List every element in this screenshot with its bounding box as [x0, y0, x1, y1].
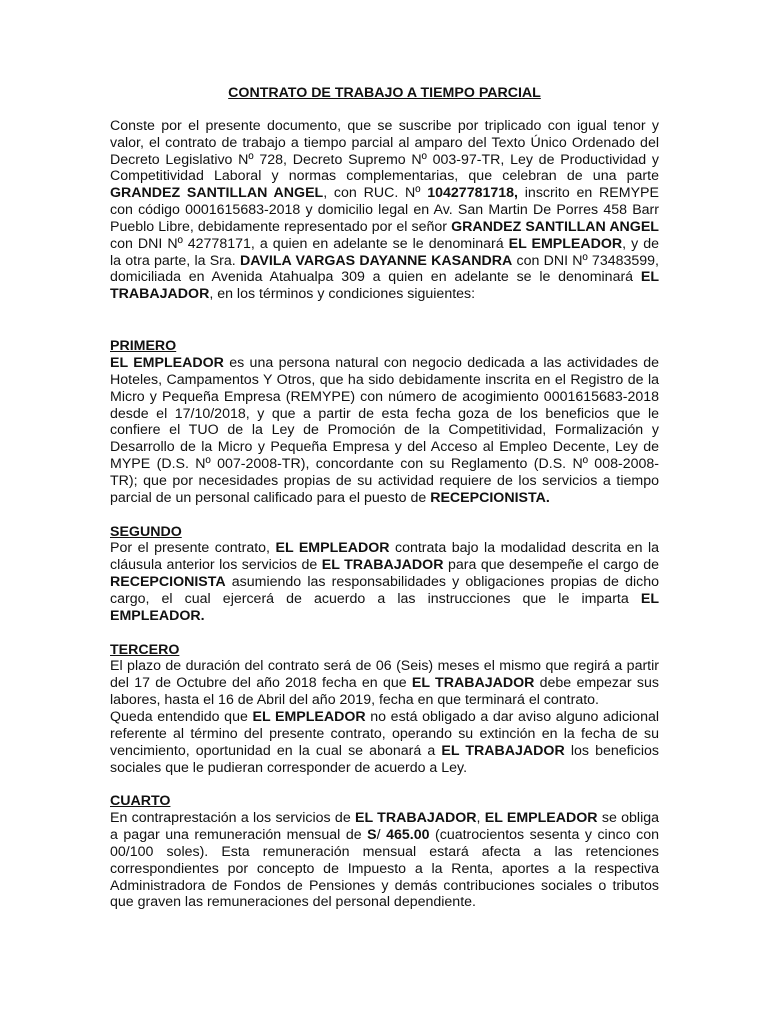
bold-text-run: RECEPCIONISTA: [110, 574, 226, 591]
text-run: con DNI Nº 73483599, domiciliada en Avenida Atahualpa 309 a quien en adelante se le denominará: [110, 252, 659, 286]
document-page: [110, 85, 659, 911]
bold-text-run: EL TRABAJADOR: [411, 675, 535, 692]
text-run: contrata bajo la modalidad descrita en la cláusula anterior los servicios de: [110, 540, 659, 574]
clause-paragraph: [110, 709, 659, 776]
bold-text-run: EL EMPLEADOR: [484, 810, 598, 827]
bold-text-run: EL EMPLEADOR: [252, 709, 366, 725]
clause-paragraph: [110, 658, 659, 709]
clause-paragraph: [110, 355, 659, 507]
clause-heading-segundo: SEGUNDO: [110, 523, 182, 540]
text-run: ,: [476, 810, 485, 827]
bold-text-run: EL TRABAJADOR: [441, 742, 565, 759]
text-run: Por el presente contrato,: [110, 540, 276, 557]
bold-text-run: S: [367, 827, 377, 844]
text-run: no está obligado a dar aviso alguno adicional referente al término del presente contrato, operando su extinción en la fecha de su vencimiento, oportunidad en la cual se abonará a: [110, 709, 660, 759]
bold-text-run: EL TRABAJADOR: [355, 810, 477, 827]
bold-text-run: EL EMPLEADOR: [508, 235, 623, 252]
text-run: para que desempeñe el cargo de: [443, 557, 659, 574]
text-run: con DNI Nº 42778171, a quien en adelante se le denominará: [110, 235, 509, 252]
bold-text-run: EL EMPLEADOR: [275, 540, 390, 557]
text-run: El plazo de duración del contrato será de 06 (Seis) meses el mismo que regirá a partir del 17 de Octubre del año 2018 fecha en que: [110, 658, 659, 692]
text-run: , con RUC. Nº: [323, 185, 428, 202]
bold-text-run: GRANDEZ SANTILLAN ANGEL: [451, 218, 659, 235]
clause-heading-cuarto: CUARTO: [110, 793, 171, 810]
bold-text-run: EL TRABAJADOR: [110, 269, 659, 303]
bold-text-run: 10427781718,: [427, 185, 518, 202]
text-run: asumiendo las responsabilidades y obligaciones propias de dicho cargo, el cual ejercerá de acuerdo a las instrucciones que le imparta: [110, 574, 659, 607]
clauses-container: [110, 303, 659, 911]
bold-text-run: GRANDEZ SANTILLAN ANGEL: [110, 185, 324, 202]
clause-heading-tercero: TERCERO: [110, 641, 180, 658]
bold-text-run: 465.00: [386, 827, 430, 844]
text-run: En contraprestación a los servicios de: [110, 810, 355, 827]
text-run: se obliga a pagar una remuneración mensual de: [110, 810, 660, 844]
bold-text-run: RECEPCIONISTA.: [430, 489, 550, 506]
bold-text-run: EL EMPLEADOR: [110, 354, 224, 371]
text-run: inscrito en REMYPE con código 0001615683-2018 y domicilio legal en Av. San Martin De Porres 458 Barr Pueblo Libre, debidamente representado por el señor: [110, 185, 659, 235]
text-run: Queda entendido que: [110, 709, 253, 725]
bold-text-run: EL EMPLEADOR.: [110, 590, 659, 624]
text-run: , y de la otra parte, la Sra.: [110, 235, 659, 269]
text-run: Conste por el presente documento, que se suscribe por triplicado con igual tenor y valor, el contrato de trabajo a tiempo parcial al amparo del Texto Único Ordenado del Decreto Legislativo Nº 728, Decreto Supremo Nº 003-97-TR, Ley de Productividad y Competitividad Laboral y normas complementarias, que celebran de una parte: [110, 117, 659, 185]
bold-text-run: DAVILA VARGAS DAYANNE KASANDRA: [239, 252, 513, 269]
text-run: es una persona natural con negocio dedicada a las actividades de Hoteles, Campamentos Y Otros, que ha sido debidamente inscrita en el Registro de la Micro y Pequeña Empresa (REMYPE) con número de acogimiento 0001615683-2018 desde el 17/10/2018, y que a partir de esta fecha goza de los beneficios que le confiere el TUO de la Ley de Promoción de la Competitividad, Formalización y Desarrollo de la Micro y Pequeña Empresa y del Acceso al Empleo Decente, Ley de MYPE (D.S. Nº 007-2008-TR), concordante con su Reglamento (D.S. Nº 008-2008-TR); que por necesidades propias de su actividad requiere de los servicios a tiempo parcial de un personal calificado para el puesto de: [110, 354, 659, 506]
clause-paragraph: [110, 810, 659, 911]
clause-paragraph: [110, 540, 659, 624]
clause-heading-primero: PRIMERO: [110, 338, 177, 355]
text-run: los beneficios sociales que le pudieran corresponder de acuerdo a Ley.: [110, 742, 659, 776]
text-run: , en los términos y condiciones siguientes:: [209, 286, 476, 303]
bold-text-run: EL TRABAJADOR: [321, 557, 444, 574]
intro-paragraph: [110, 118, 659, 303]
text-run: /: [376, 827, 387, 844]
text-run: (cuatrocientos sesenta y cinco con 00/100 soles). Esta remuneración mensual estará afecta a las retenciones correspondientes por concepto de Impuesto a la Renta, aportes a la respectiva Administradora de Fondos de Pensiones y demás contribuciones sociales o tributos que graven las remuneraciones del personal dependiente.: [110, 827, 659, 911]
text-run: debe empezar sus labores, hasta el 16 de Abril del año 2019, fecha en que terminará el contrato.: [110, 675, 659, 709]
document-title: CONTRATO DE TRABAJO A TIEMPO PARCIAL: [228, 85, 541, 101]
